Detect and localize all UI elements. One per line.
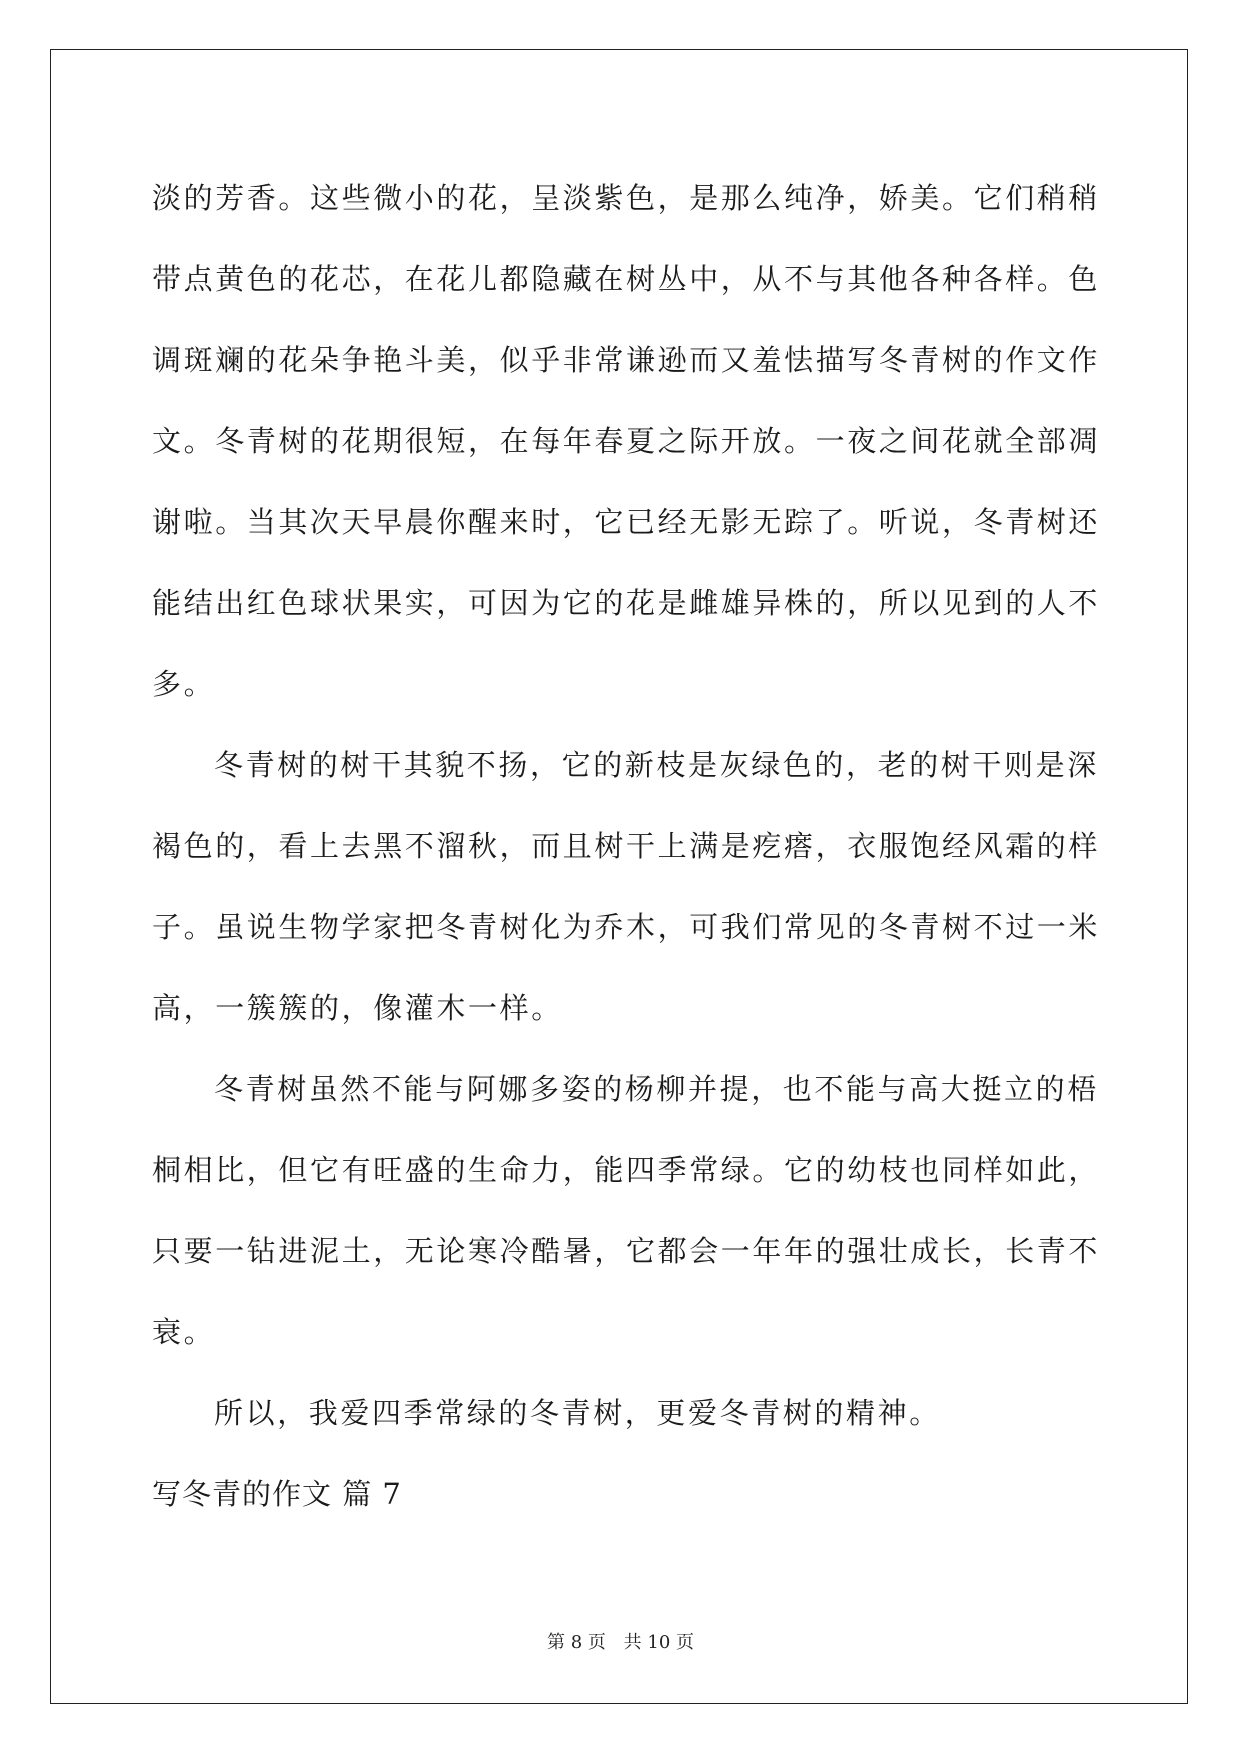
text-line: 多。 xyxy=(152,667,216,701)
document-body xyxy=(152,158,1101,1535)
text-line: 子。虽说生物学家把冬青树化为乔木，可我们常见的冬青树不过一米 xyxy=(152,910,1101,944)
paragraph-start-line: 冬青树虽然不能与阿娜多姿的杨柳并提，也不能与高大挺立的梧 xyxy=(214,1072,1099,1106)
text-line: 高，一簇簇的，像灌木一样。 xyxy=(152,991,563,1025)
text-line: 只要一钻进泥土，无论寒冷酷暑，它都会一年年的强壮成长，长青不 xyxy=(152,1234,1101,1268)
paragraph-start-line: 冬青树的树干其貌不扬，它的新枝是灰绿色的，老的树干则是深 xyxy=(214,748,1099,782)
section-heading: 写冬青的作文 篇 7 xyxy=(152,1477,402,1511)
page-footer xyxy=(0,1628,1241,1654)
text-line: 淡的芳香。这些微小的花，呈淡紫色，是那么纯净，娇美。它们稍稍 xyxy=(152,181,1101,215)
text-line: 能结出红色球状果实，可因为它的花是雌雄异株的，所以见到的人不 xyxy=(152,586,1101,620)
text-line: 文。冬青树的花期很短，在每年春夏之际开放。一夜之间花就全部凋 xyxy=(152,424,1101,458)
page-number: 第 8 页 xyxy=(547,1632,606,1653)
text-line: 衰。 xyxy=(152,1315,216,1349)
text-line: 谢啦。当其次天早晨你醒来时，它已经无影无踪了。听说，冬青树还 xyxy=(152,505,1101,539)
page-total: 共 10 页 xyxy=(623,1632,694,1653)
paragraph-start-line: 所以，我爱四季常绿的冬青树，更爱冬青树的精神。 xyxy=(214,1396,941,1430)
text-line: 褐色的，看上去黑不溜秋，而且树干上满是疙瘩，衣服饱经风霜的样 xyxy=(152,829,1101,863)
text-line: 桐相比，但它有旺盛的生命力，能四季常绿。它的幼枝也同样如此， xyxy=(152,1153,1101,1187)
text-line: 调斑斓的花朵争艳斗美，似乎非常谦逊而又羞怯描写冬青树的作文作 xyxy=(152,343,1101,377)
text-line: 带点黄色的花芯，在花儿都隐藏在树丛中，从不与其他各种各样。色 xyxy=(152,262,1101,296)
